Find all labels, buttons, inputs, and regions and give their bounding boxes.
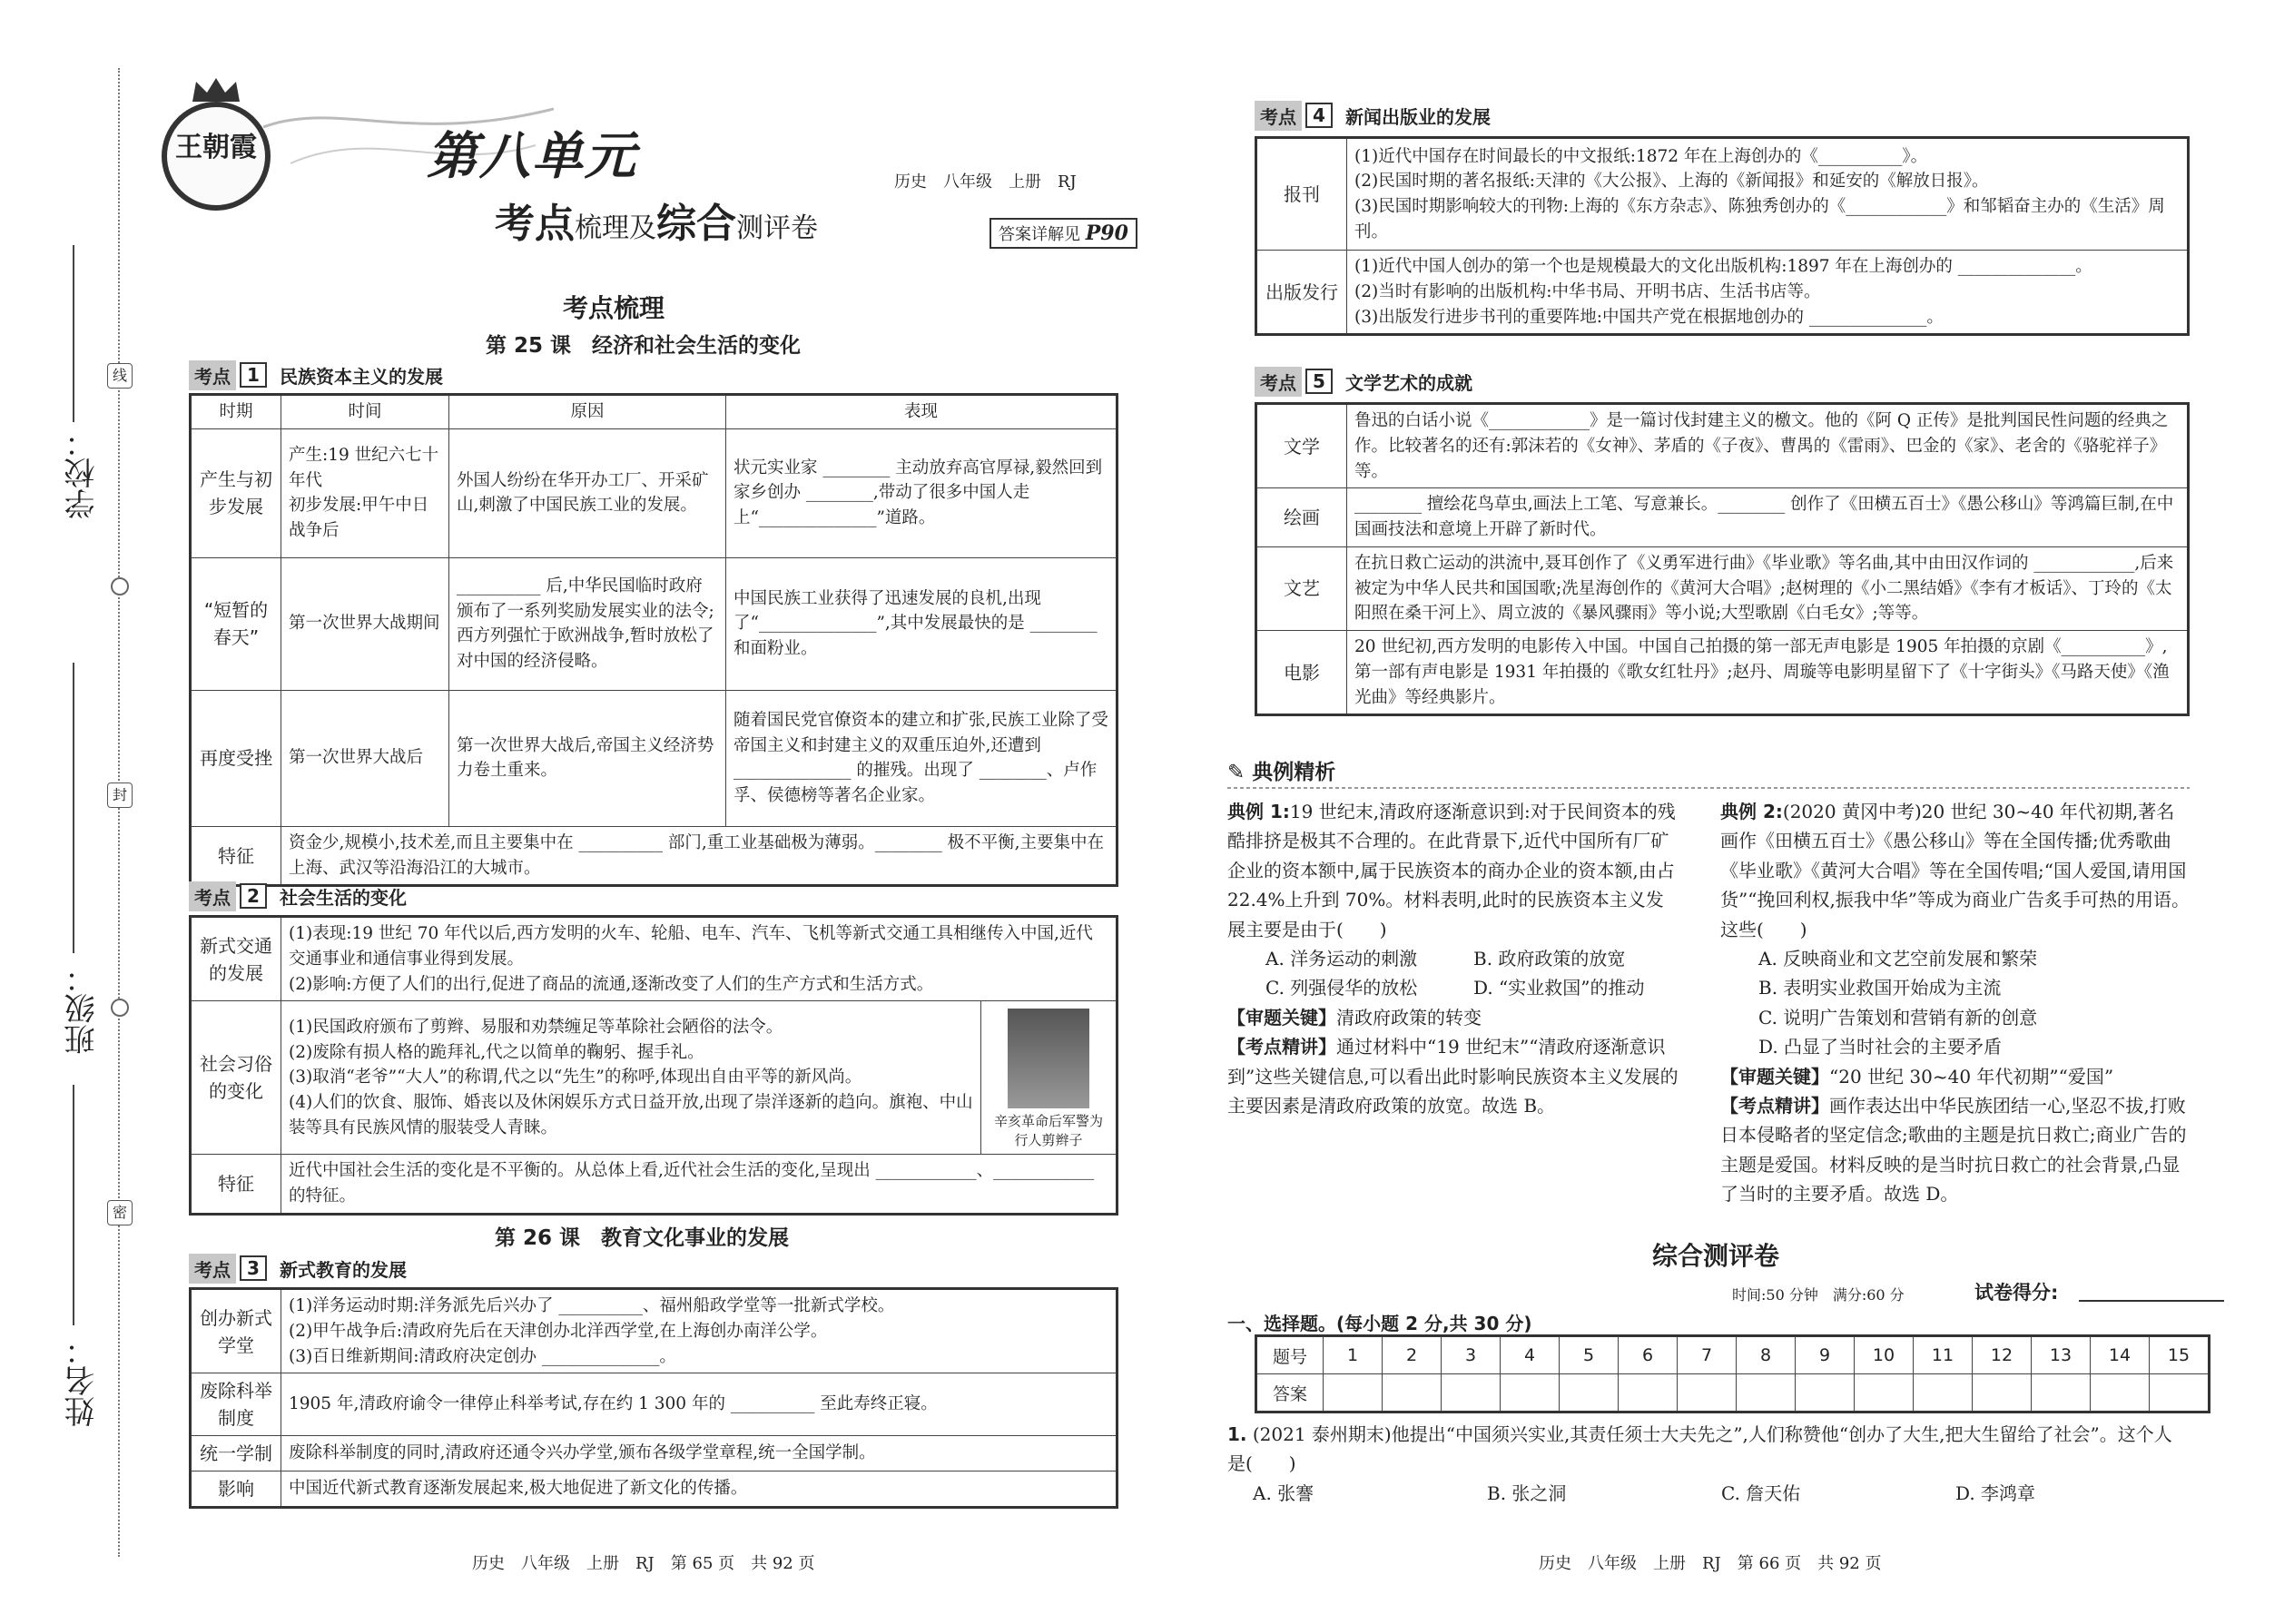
row-label: 社会习俗的变化 <box>191 1001 281 1155</box>
answer-cell[interactable] <box>1678 1374 1737 1412</box>
answer-cell[interactable] <box>1383 1374 1442 1412</box>
answer-cell[interactable] <box>2032 1374 2091 1412</box>
photo-cell <box>981 1001 1117 1155</box>
historical-photo <box>1008 1009 1089 1108</box>
cell: 随着国民党官僚资本的建立和扩张,民族工业除了受帝国主义和封建主义的双重压迫外,还遭到 ______________ 的摧残。出现了 ________、卢作孚、侯德榜等著名企业家。 <box>726 690 1117 826</box>
binding-hole <box>111 577 129 595</box>
answer-cell[interactable] <box>1796 1374 1855 1412</box>
crown-icon <box>191 76 241 103</box>
row-label: 统一学制 <box>191 1436 281 1471</box>
kaodian-header: 考点 2 社会生活的变化 <box>189 882 407 910</box>
col-header: 表现 <box>726 395 1117 429</box>
row-label: 产生与初步发展 <box>191 428 281 557</box>
example-1: 典例 1:19 世纪末,清政府逐渐意识到:对于民间资本的残酷排挤是极其不合理的。在此背景下,近代中国所有厂矿企业的资本额中,属于民族资本的商办企业的资本额,由占 22.4%上升到 70%。材料表明,此时的民族资本主义发展主要是由于( ) A. 洋务运动的刺激 B. 政府政策的放宽 C. 列强侵华的放松 D. “实业救国”的推动 【审题关键】清政府政策的转变 【考点精讲】通过材料中“19 世纪末”“清政府逐渐意识到”这些关键信息,可以看出此时影响民族资本主义发展的主要因素是清政府政策的放宽。故选 B。 <box>1227 797 1681 1120</box>
cell: 中国近代新式教育逐渐发展起来,极大地促进了新文化的传播。 <box>281 1471 1117 1508</box>
row-label: 文艺 <box>1256 546 1347 630</box>
cell: 第一次世界大战后,帝国主义经济势力卷土重来。 <box>449 690 726 826</box>
answer-cell[interactable] <box>2150 1374 2210 1412</box>
option[interactable]: A. 张謇 <box>1253 1481 1314 1504</box>
divider <box>1227 786 2190 790</box>
class-field[interactable] <box>73 663 74 953</box>
question-number: 5 <box>1560 1336 1619 1374</box>
name-label: 姓名： <box>64 1334 101 1427</box>
answer-cell[interactable] <box>1737 1374 1796 1412</box>
cell: 状元实业家 ________ 主动放弃高官厚禄,毅然回到家乡创办 ________,带动了很多中国人走上“______________”道路。 <box>726 428 1117 557</box>
option: D. “实业救国”的推动 <box>1473 977 1645 999</box>
answer-cell[interactable] <box>2091 1374 2150 1412</box>
cell: 20 世纪初,西方发明的电影传入中国。中国自己拍摄的第一部无声电影是 1905 年拍摄的京剧《__________》,第一部有声电影是 1931 年拍摄的《歌女红牡丹》;赵丹、周璇等电影明星留下了《十字街头》《马路天使》《渔光曲》等经典影片。 <box>1347 631 2189 715</box>
score-label: 试卷得分: <box>1974 1282 2059 1304</box>
score-field[interactable] <box>2079 1300 2224 1302</box>
option: B. 表明实业救国开始成为主流 <box>1758 977 2002 999</box>
row-label: 文学 <box>1256 404 1347 488</box>
option: B. 政府政策的放宽 <box>1473 947 1626 969</box>
cell: 资金少,规模小,技术差,而且主要集中在 __________ 部门,重工业基础极为薄弱。________ 极不平衡,主要集中在上海、武汉等沿海沿江的大城市。 <box>281 826 1117 886</box>
table-social-life <box>189 915 1118 1216</box>
binding-strip <box>0 0 136 1624</box>
cell: __________ 后,中华民国临时政府颁布了一系列奖励发展实业的法令;西方列强忙于欧洲战争,暂时放松了对中国的经济侵略。 <box>449 557 726 690</box>
cell: (1)表现:19 世纪 70 年代以后,西方发明的火车、轮船、电车、汽车、飞机等新式交通工具相继传入中国,近代交通事业和通信事业得到发展。 (2)影响:方便了人们的出行,促进了商品的流通,逐渐改变了人们的生产方式和生活方式。 <box>281 917 1117 1001</box>
kaodian-header: 考点 1 民族资本主义的发展 <box>189 361 443 389</box>
cell: 第一次世界大战后 <box>281 690 449 826</box>
question-number: 15 <box>2150 1336 2210 1374</box>
question-number: 11 <box>1914 1336 1973 1374</box>
kaodian-header: 考点 5 文学艺术的成就 <box>1255 368 1472 395</box>
cell: 鲁迅的白话小说《____________》是一篇讨伐封建主义的檄文。他的《阿 Q 正传》是批判国民性问题的经典之作。比较著名的还有:郭沫若的《女神》、茅盾的《子夜》、曹禺的《雷雨》、巴金的《家》、老舍的《骆驼祥子》等。 <box>1347 404 2189 488</box>
row-label: 影响 <box>191 1471 281 1508</box>
row-label: 再度受挫 <box>191 690 281 826</box>
pencil-icon: ✎ <box>1227 761 1253 784</box>
cell: ________ 擅绘花鸟草虫,画法上工笔、写意兼长。________ 创作了《田横五百士》《愚公移山》等鸿篇巨制,在中国画技法和意境上开辟了新时代。 <box>1347 488 2189 547</box>
question-number: 4 <box>1501 1336 1560 1374</box>
answer-cell[interactable] <box>1442 1374 1501 1412</box>
seal-mark: 密 <box>107 1200 133 1225</box>
binding-hole <box>111 999 129 1017</box>
kaodian-header: 考点 4 新闻出版业的发展 <box>1255 102 1491 129</box>
row-label: 特征 <box>191 1155 281 1215</box>
option[interactable]: D. 李鸿章 <box>1955 1481 2036 1504</box>
question-number: 2 <box>1383 1336 1442 1374</box>
cell: 产生:19 世纪六七十年代 初步发展:甲午中日战争后 <box>281 428 449 557</box>
cell: 近代中国社会生活的变化是不平衡的。从总体上看,近代社会生活的变化,呈现出 ____________、____________ 的特征。 <box>281 1155 1117 1215</box>
cell: 外国人纷纷在华开办工厂、开采矿山,刺激了中国民族工业的发展。 <box>449 428 726 557</box>
answer-cell[interactable] <box>1973 1374 2032 1412</box>
school-label: 学校： <box>64 427 101 519</box>
table-press <box>1255 136 2190 336</box>
kaodian-header: 考点 3 新式教育的发展 <box>189 1255 407 1282</box>
cell: (1)近代中国人创办的第一个也是规模最大的文化出版机构:1897 年在上海创办的 ______________。 (2)当时有影响的出版机构:中华书局、开明书店、生活书店等。 (3)出版发行进步书刊的重要阵地:中国共产党在根据地创办的 ______________。 <box>1347 251 2189 335</box>
page-footer: 历史 八年级 上册 RJ 第 65 页 共 92 页 <box>472 1554 815 1573</box>
cell: 中国民族工业获得了迅速发展的良机,出现了“______________”,其中发展最快的是 ________ 和面粉业。 <box>726 557 1117 690</box>
table-capitalism <box>189 393 1118 887</box>
answer-cell[interactable] <box>1619 1374 1678 1412</box>
school-field[interactable] <box>73 245 74 422</box>
col-header: 时间 <box>281 395 449 429</box>
answer-cell[interactable] <box>1914 1374 1973 1412</box>
answer-grid <box>1255 1334 2210 1413</box>
name-field[interactable] <box>73 1085 74 1325</box>
answer-cell[interactable] <box>1324 1374 1383 1412</box>
paper-subtitle: 考点梳理及综合测评卷 <box>495 201 818 247</box>
option: A. 洋务运动的刺激 <box>1265 947 1418 969</box>
question-1: 1. (2021 泰州期末)他提出“中国须兴实业,其责任须士大夫先之”,人们称赞他“创办了大生,把大生留给了社会”。这个人是( ) A. 张謇 B. 张之洞 C. 詹天佑 D. 李鸿章 <box>1227 1420 2190 1508</box>
unit-title: 第八单元 <box>427 127 637 186</box>
col-header: 原因 <box>449 395 726 429</box>
row-label: 绘画 <box>1256 488 1347 547</box>
grid-label: 答案 <box>1256 1374 1324 1412</box>
answer-cell[interactable] <box>1501 1374 1560 1412</box>
table-education <box>189 1287 1118 1509</box>
row-label: 废除科举制度 <box>191 1373 281 1436</box>
section-title: 考点梳理 <box>563 293 665 323</box>
test-title: 综合测评卷 <box>1652 1241 1780 1271</box>
row-label: “短暂的春天” <box>191 557 281 690</box>
question-number: 14 <box>2091 1336 2150 1374</box>
table-arts <box>1255 402 2190 716</box>
question-number: 10 <box>1855 1336 1914 1374</box>
question-number: 7 <box>1678 1336 1737 1374</box>
col-header: 时期 <box>191 395 281 429</box>
binding-dotted-line <box>118 68 120 1557</box>
cell: (1)近代中国存在时间最长的中文报纸:1872 年在上海创办的《__________》。 (2)民国时期的著名报纸:天津的《大公报》、上海的《新闻报》和延安的《解放日报》。 (3)民国时期影响较大的刊物:上海的《东方杂志》、陈独秀创办的《____________》和邹韬奋主办的《生活》周刊。 <box>1347 138 2189 251</box>
cell: (1)洋务运动时期:洋务派先后兴办了 __________、福州船政学堂等一批新式学校。 (2)甲午战争后:清政府先后在天津创办北洋西学堂,在上海创办南洋公学。 (3)百日维新期间:清政府决定创办 ______________。 <box>281 1289 1117 1373</box>
question-number: 9 <box>1796 1336 1855 1374</box>
cell: 废除科举制度的同时,清政府还通令兴办学堂,颁布各级学堂章程,统一全国学制。 <box>281 1436 1117 1471</box>
brand-logo: 王朝霞 <box>162 102 271 211</box>
question-number: 12 <box>1973 1336 2032 1374</box>
option: D. 凸显了当时社会的主要矛盾 <box>1758 1036 2003 1058</box>
class-label: 班级： <box>64 962 101 1055</box>
answer-reference: 答案详解见 P90 <box>989 218 1137 249</box>
test-time: 时间:50 分钟 满分:60 分 <box>1732 1286 1905 1304</box>
example-2: 典例 2:(2020 黄冈中考)20 世纪 30~40 年代初期,著名画作《田横五百士》《愚公移山》等在全国传播;优秀歌曲《毕业歌》《黄河大合唱》等在全国传唱;“国人爱国,请用国货”“挽回利权,振我中华”等成为商业广告炙手可热的用语。这些( ) A. 反映商业和文艺空前发展和繁荣 B. 表明实业救国开始成为主流 C. 说明广告策划和营销有新的创意 D. 凸显了当时社会的主要矛盾 【审题关键】“20 世纪 30~40 年代初期”“爱国” 【考点精讲】画作表达出中华民族团结一心,坚忍不拔,打败日本侵略者的坚定信念;歌曲的主题是抗日救亡;商业广告的主题是爱国。材料反映的是当时抗日救亡的社会背景,凸显了当时的主要矛盾。故选 D。 <box>1720 797 2192 1208</box>
option[interactable]: C. 詹天佑 <box>1721 1481 1801 1504</box>
part-title: 一、选择题。(每小题 2 分,共 30 分) <box>1227 1313 1532 1334</box>
cell: (1)民国政府颁布了剪辫、易服和劝禁缠足等革除社会陋俗的法令。 (2)废除有损人格的跪拜礼,代之以简单的鞠躬、握手礼。 (3)取消“老爷”“大人”的称谓,代之以“先生”的称呼,体现出自由平等的新风尚。 (4)人们的饮食、服饰、婚丧以及休闲娱乐方式日益开放,出现了崇洋逐新的趋向。旗袍、中山装等具有民族风情的服装受人青睐。 <box>281 1001 981 1155</box>
option: C. 说明广告策划和营销有新的创意 <box>1758 1006 2038 1029</box>
answer-cell[interactable] <box>1560 1374 1619 1412</box>
cell: 在抗日救亡运动的洪流中,聂耳创作了《义勇军进行曲》《毕业歌》等名曲,其中由田汉作词的 ____________,后来被定为中华人民共和国国歌;冼星海创作的《黄河大合唱》;赵树理的《小二黑结婚》《李有才板话》、丁玲的《太阳照在桑干河上》、周立波的《暴风骤雨》等小说;大型歌剧《白毛女》;等等。 <box>1347 546 2189 630</box>
examples-title: ✎ 典例精析 <box>1227 761 1336 784</box>
course-meta: 历史 八年级 上册 RJ <box>894 172 1077 192</box>
row-label: 创办新式学堂 <box>191 1289 281 1373</box>
row-label: 报刊 <box>1256 138 1347 251</box>
question-number: 8 <box>1737 1336 1796 1374</box>
question-number: 6 <box>1619 1336 1678 1374</box>
option: C. 列强侵华的放松 <box>1265 977 1418 999</box>
cell: 第一次世界大战期间 <box>281 557 449 690</box>
question-number: 13 <box>2032 1336 2091 1374</box>
seal-mark: 线 <box>107 363 133 389</box>
row-label: 特征 <box>191 826 281 886</box>
question-number: 3 <box>1442 1336 1501 1374</box>
lesson-title: 第 26 课 教育文化事业的发展 <box>495 1226 790 1250</box>
row-label: 新式交通的发展 <box>191 917 281 1001</box>
lesson-title: 第 25 课 经济和社会生活的变化 <box>486 334 802 358</box>
option[interactable]: B. 张之洞 <box>1487 1481 1567 1504</box>
row-label: 电影 <box>1256 631 1347 715</box>
photo-caption: 辛亥革命后军警为行人剪辫子 <box>993 1113 1103 1149</box>
cell: 1905 年,清政府谕令一律停止科举考试,存在约 1 300 年的 __________ 至此寿终正寝。 <box>281 1373 1117 1436</box>
answer-cell[interactable] <box>1855 1374 1914 1412</box>
grid-label: 题号 <box>1256 1336 1324 1374</box>
option: A. 反映商业和文艺空前发展和繁荣 <box>1758 947 2038 969</box>
seal-mark: 封 <box>107 782 133 808</box>
question-number: 1 <box>1324 1336 1383 1374</box>
row-label: 出版发行 <box>1256 251 1347 335</box>
page-footer: 历史 八年级 上册 RJ 第 66 页 共 92 页 <box>1539 1554 1882 1573</box>
